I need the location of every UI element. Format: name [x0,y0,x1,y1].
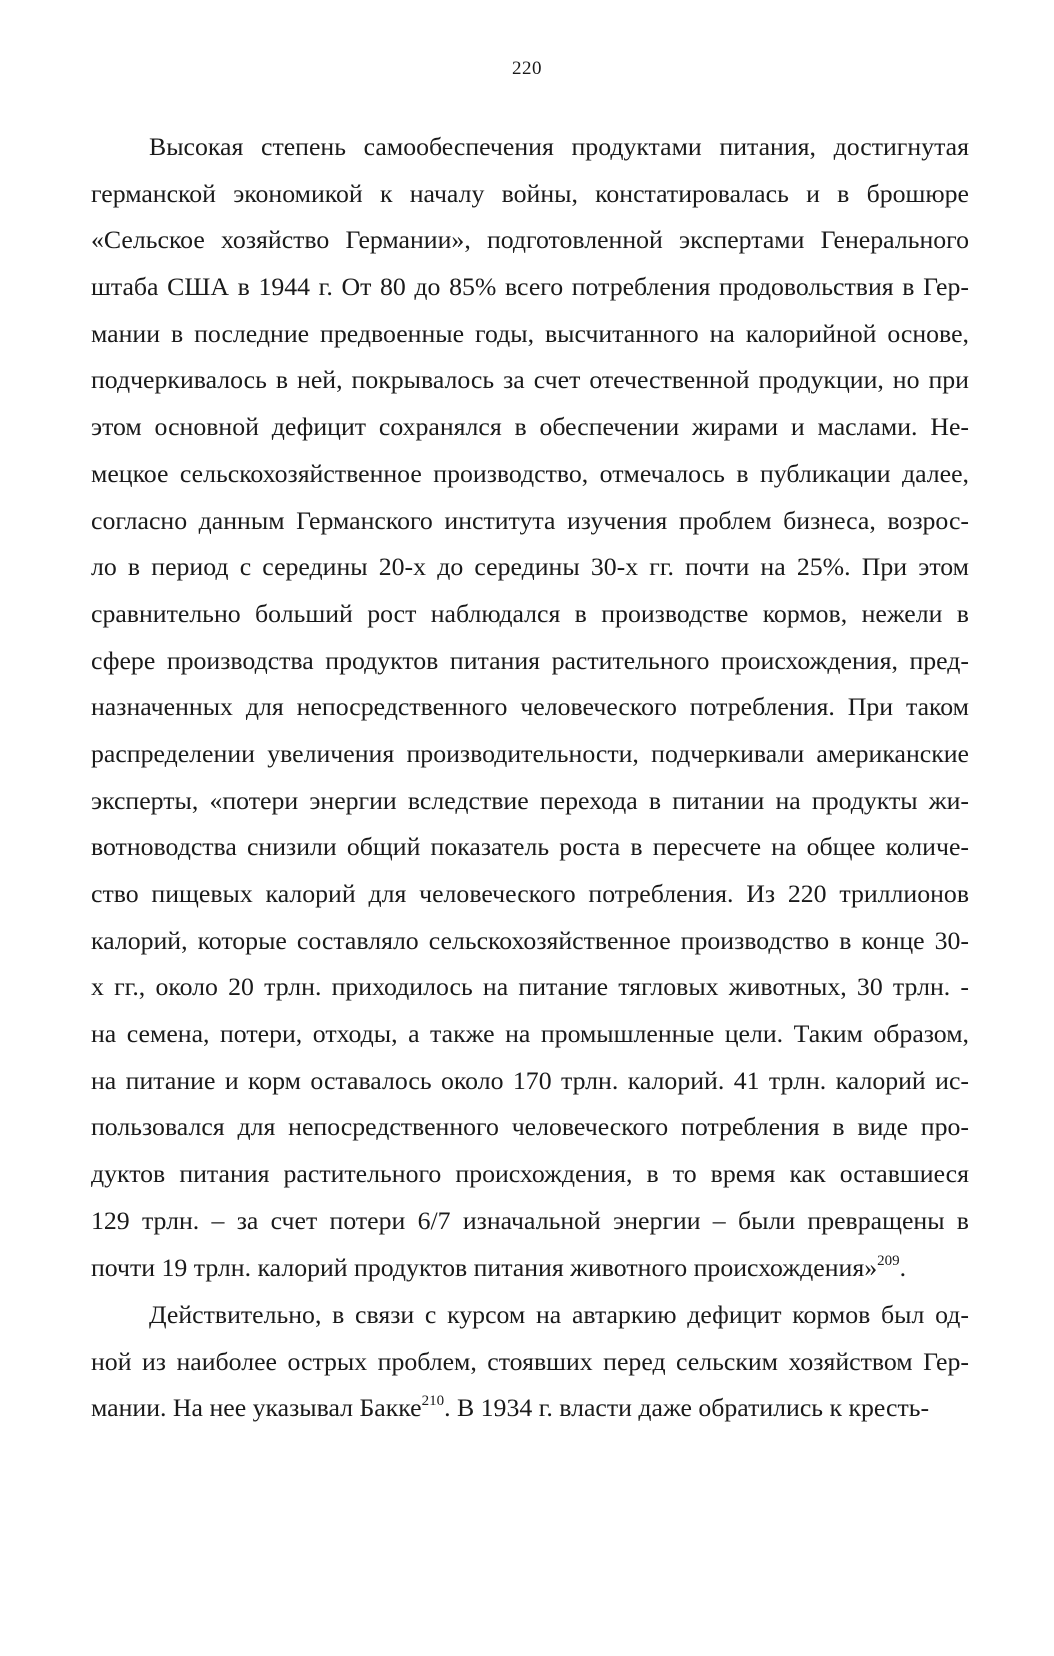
text-line: х гг., около 20 трлн. приходилось на питание тягловых животных, 30 трлн. - [91,972,969,1002]
paragraph [91,1292,969,1432]
text-line: эксперты, «потери энергии вследствие перехода в питании на продукты жи- [91,785,969,815]
text-line: «Сельское хозяйство Германии», подготовленной экспертами Генерального [91,225,969,255]
text-segment: почти 19 трлн. калорий продуктов питания животного происхождения» [91,1252,878,1282]
text-segment: . [899,1252,907,1282]
text-line: штаба США в 1944 г. От 80 до 85% всего потребления продовольствия в Гер- [91,272,969,302]
text-line [91,1385,969,1432]
text-line: Действительно, в связи с курсом на автаркию дефицит кормов был од- [149,1300,969,1329]
text-line: ство пищевых калорий для человеческого потребления. Из 220 триллионов [91,879,969,908]
text-line: калорий, которые составляло сельскохозяйственное производство в конце 30- [91,925,969,955]
text-line: сравнительно больший рост наблюдался в производстве кормов, нежели в [91,598,969,628]
text-line: сфере производства продуктов питания растительного происхождения, пред- [91,645,969,675]
text-line: на питание и корм оставалось около 170 трлн. калорий. 41 трлн. калорий ис- [91,1065,969,1095]
text-line: ло в период с середины 20-х до середины 30-х гг. почти на 25%. При этом [91,552,969,582]
footnote-ref: 210 [421,1393,445,1410]
paragraph [91,124,969,1291]
text-line: этом основной дефицит сохранялся в обеспечении жирами и маслами. Не- [91,412,969,442]
text-line: мецкое сельскохозяйственное производство, отмечалось в публикации далее, [91,458,969,488]
text-line: дуктов питания растительного происхождения, в то время как оставшиеся [91,1159,969,1189]
text-line [91,1245,969,1292]
page-number: 220 [512,58,542,79]
text-line: на семена, потери, отходы, а также на промышленные цели. Таким образом, [91,1019,969,1049]
text-line: 129 трлн. – за счет потери 6/7 изначальной энергии – были превращены в [91,1205,969,1235]
footnote-ref: 209 [877,1252,900,1269]
text-line: назначенных для непосредственного человеческого потребления. При таком [91,692,969,722]
text-line: вотноводства снизили общий показатель роста в пересчете на общее количе- [91,832,969,862]
text-line: Высокая степень самообеспечения продуктами питания, достигнутая [149,132,969,161]
text-line: распределении увеличения производительности, подчеркивали американские [91,738,969,768]
text-segment: мании. На нее указывал Бакке [91,1393,422,1423]
text-line: мании в последние предвоенные годы, высчитанного на калорийной основе, [91,318,969,348]
text-line: согласно данным Германского института изучения проблем бизнеса, возрос- [91,505,969,535]
text-line: пользовался для непосредственного человеческого потребления в виде про- [91,1112,969,1142]
text-line: германской экономикой к началу войны, констатировалась и в брошюре [91,178,969,208]
text-line: подчеркивалось в ней, покрывалось за счет отечественной продукции, но при [91,365,969,395]
text-segment: . В 1934 г. власти даже обратились к кресть- [444,1393,930,1423]
text-line: ной из наиболее острых проблем, стоявших перед сельским хозяйством Гер- [91,1346,969,1376]
